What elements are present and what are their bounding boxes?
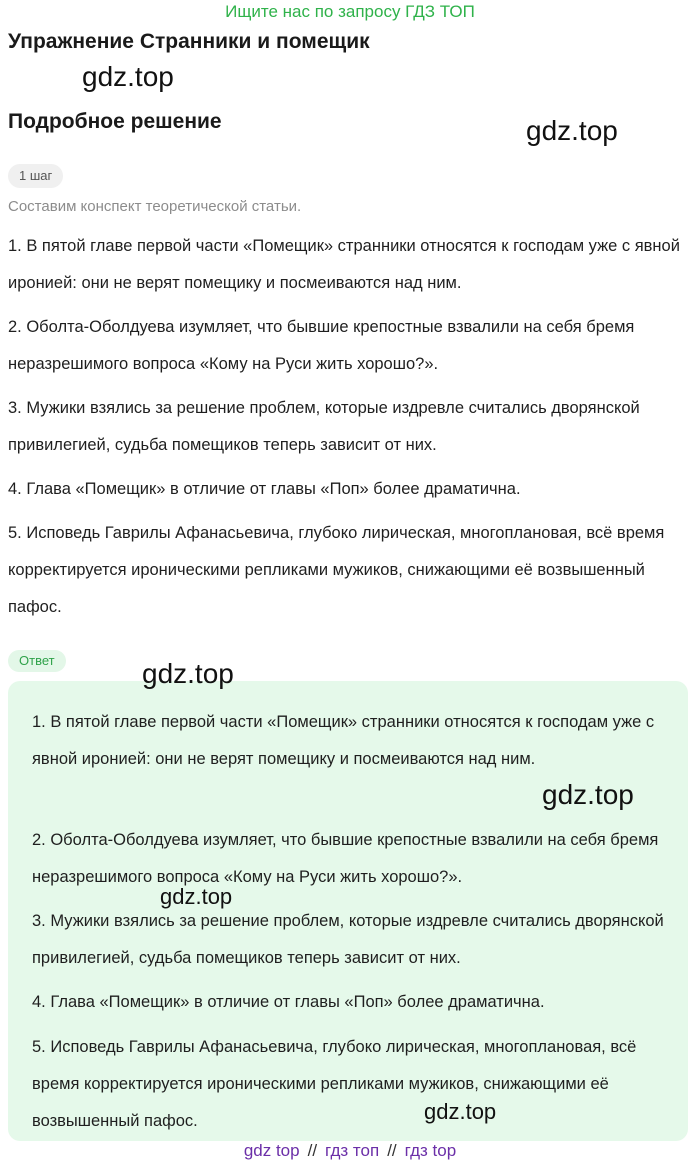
watermark: gdz.top — [82, 61, 174, 92]
watermark: gdz.top — [424, 1099, 497, 1124]
watermark: gdz.top — [160, 884, 233, 909]
footer-separator: // — [387, 1141, 397, 1160]
top-banner: Ищите нас по запросу ГДЗ ТОП — [225, 2, 475, 21]
answer-paragraph: 5. Исповедь Гаврилы Афанасьевича, глубоко лирическая, многоплановая, всё время корректируется ироническими репликами мужиков, снижающими её возвышенный пафос. — [32, 1038, 637, 1130]
answer-paragraph: 3. Мужики взялись за решение проблем, которые издревле считались дворянской привилегией, судьба помещиков теперь зависит от них. — [32, 912, 664, 967]
watermark: gdz.top — [142, 658, 234, 689]
footer-link[interactable]: гдз top — [404, 1141, 457, 1160]
watermark: gdz.top — [526, 115, 618, 146]
page-title: Упражнение Странники и помещик — [8, 30, 370, 53]
section-title: Подробное решение — [8, 110, 222, 133]
solution-paragraph: 3. Мужики взялись за решение проблем, которые издревле считались дворянской привилегией, судьба помещиков теперь зависит от них. — [8, 399, 640, 454]
footer-link[interactable]: gdz top — [243, 1141, 300, 1160]
footer — [0, 1141, 700, 1161]
step-intro: Составим конспект теоретической статьи. — [8, 198, 302, 215]
answer-paragraph: 1. В пятой главе первой части «Помещик» странники относятся к господам уже с явной иронией: они не верят помещику и посмеиваются над ним. — [32, 713, 655, 768]
solution-paragraph: 4. Глава «Помещик» в отличие от главы «Поп» более драматична. — [8, 480, 521, 498]
answer-paragraph: 2. Оболта-Оболдуева изумляет, что бывшие крепостные взвалили на себя бремя неразрешимого вопроса «Кому на Руси жить хорошо?». — [32, 831, 659, 886]
solution-paragraph: 2. Оболта-Оболдуева изумляет, что бывшие крепостные взвалили на себя бремя неразрешимого вопроса «Кому на Руси жить хорошо?». — [8, 318, 635, 373]
answer-badge: Ответ — [8, 650, 66, 672]
answer-paragraph: 4. Глава «Помещик» в отличие от главы «Поп» более драматична. — [32, 993, 545, 1011]
footer-separator: // — [307, 1141, 318, 1160]
footer-link[interactable]: гдз топ — [325, 1141, 380, 1160]
step-badge: 1 шаг — [8, 164, 63, 188]
solution-paragraph: 5. Исповедь Гаврилы Афанасьевича, глубоко лирическая, многоплановая, всё время корректируется ироническими репликами мужиков, снижающими её возвышенный пафос. — [8, 524, 665, 616]
solution-paragraph: 1. В пятой главе первой части «Помещик» странники относятся к господам уже с явной иронией: они не верят помещику и посмеиваются над ним. — [8, 237, 680, 292]
watermark: gdz.top — [542, 779, 634, 810]
